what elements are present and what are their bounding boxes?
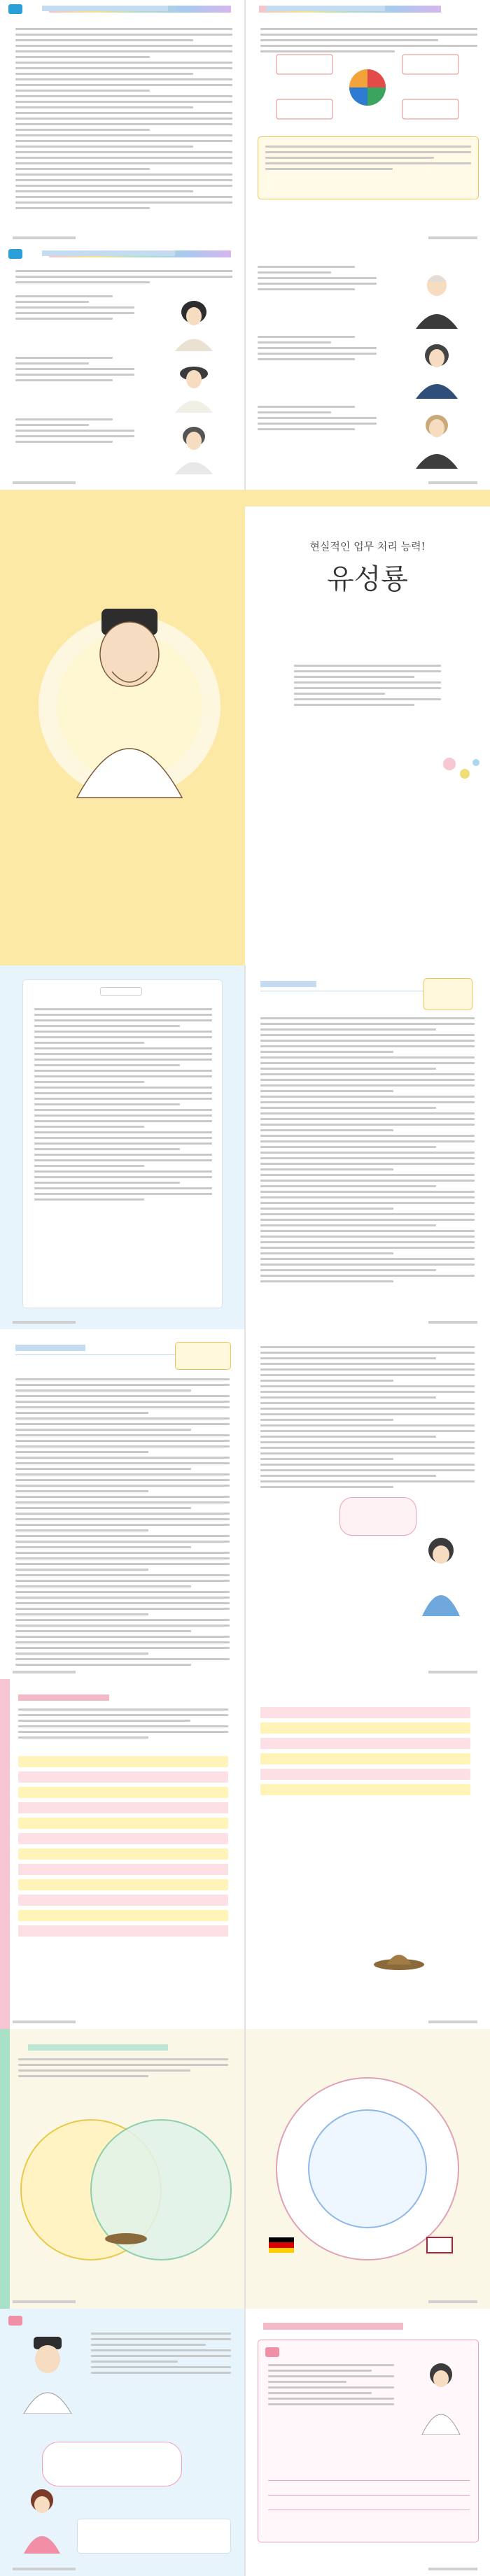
spread-2-right-page [245,245,490,490]
info-tag [424,978,472,1010]
color-wheel-diagram [262,49,472,126]
portrait-illustration [395,266,479,329]
body-text [15,28,232,213]
story-card [22,979,223,1308]
portrait-illustration [155,418,232,474]
feature-name: 유성룡 [327,563,408,595]
person-entry [15,418,232,474]
intro-text [18,2058,228,2081]
spread-2 [0,245,490,490]
person-entry [15,295,232,351]
spread-7-left-page [0,2029,245,2309]
body-text [91,2333,231,2377]
page-footer [258,236,477,239]
spread-5-left-page [0,1329,245,1679]
spread-7-right-page [245,2029,490,2309]
spread-8 [0,2309,490,2576]
person-entry [258,406,479,469]
section-badge [8,4,22,14]
spread-1-left-page [0,0,245,245]
section-heading [18,1694,109,1701]
page-footer [13,1321,232,1324]
portrait-illustration [155,357,232,413]
feature-subtitle: 현실적인 업무 처리 능력! [309,540,426,553]
page-footer [258,2300,477,2303]
spread-4-right-page [245,965,490,1329]
spread-6-right-page [245,1679,490,2029]
spread-4-left-page [0,965,245,1329]
page-footer [13,236,232,239]
spread-7 [0,2029,490,2309]
person-entry [15,357,232,413]
page-footer [13,481,232,484]
info-box [258,136,479,199]
spread-5-right-page [245,1329,490,1679]
page-footer [13,2021,232,2023]
spread-8-left-page [0,2309,245,2576]
feature-panel [245,490,490,965]
character-illustration [14,2484,70,2554]
feature-intro [294,665,441,709]
spread-1 [0,0,490,245]
page-footer [258,481,477,484]
section-heading [28,2044,168,2051]
person-entry [258,336,479,399]
body-text [260,1346,475,1492]
section-heading [42,6,168,11]
info-box [77,2519,231,2554]
side-stripe [0,1679,10,2029]
person-entry [258,266,479,329]
body-text [15,1378,230,1669]
spread-3 [0,490,490,965]
spread-8-right-page [245,2309,490,2576]
trait-table [260,1707,470,1799]
spread-6 [0,1679,490,2029]
section-heading [263,2323,403,2330]
intro-text [15,270,232,287]
portrait-illustration [395,336,479,399]
section-badge [8,249,22,259]
feature-illustration [28,518,231,910]
page-footer [258,1671,477,1673]
character-illustration [410,2358,472,2435]
portrait-illustration [13,2330,83,2414]
venn-diagram [14,2099,238,2281]
portrait-illustration [395,406,479,469]
speech-bubble [340,1497,416,1536]
info-tag [175,1342,231,1370]
hat-icon [371,1945,427,1973]
side-stripe [0,2029,10,2309]
page-footer [258,2021,477,2023]
page-footer [13,2300,232,2303]
answer-lines [268,2480,470,2524]
section-heading [15,1345,85,1351]
spread-6-left-page [0,1679,245,2029]
character-illustration [410,1532,472,1616]
comparison-diagram [252,2050,483,2274]
section-heading [42,250,175,256]
spread-5 [0,1329,490,1679]
speech-bubble [42,2442,182,2486]
section-heading [260,981,316,987]
intro-text [18,1708,228,1742]
trait-table [18,1756,228,1941]
decor-circles [441,756,483,784]
page-footer [258,1321,477,1324]
section-badge [8,2316,22,2326]
story-label [100,987,142,996]
spread-4 [0,965,490,1329]
page-footer [13,1671,232,1673]
spread-2-left-page [0,245,245,490]
page-footer [13,2568,232,2570]
body-text [260,1017,475,1286]
section-heading [266,6,385,11]
spread-1-right-page [245,0,490,245]
page-footer [258,2568,477,2570]
portrait-illustration [155,295,232,351]
